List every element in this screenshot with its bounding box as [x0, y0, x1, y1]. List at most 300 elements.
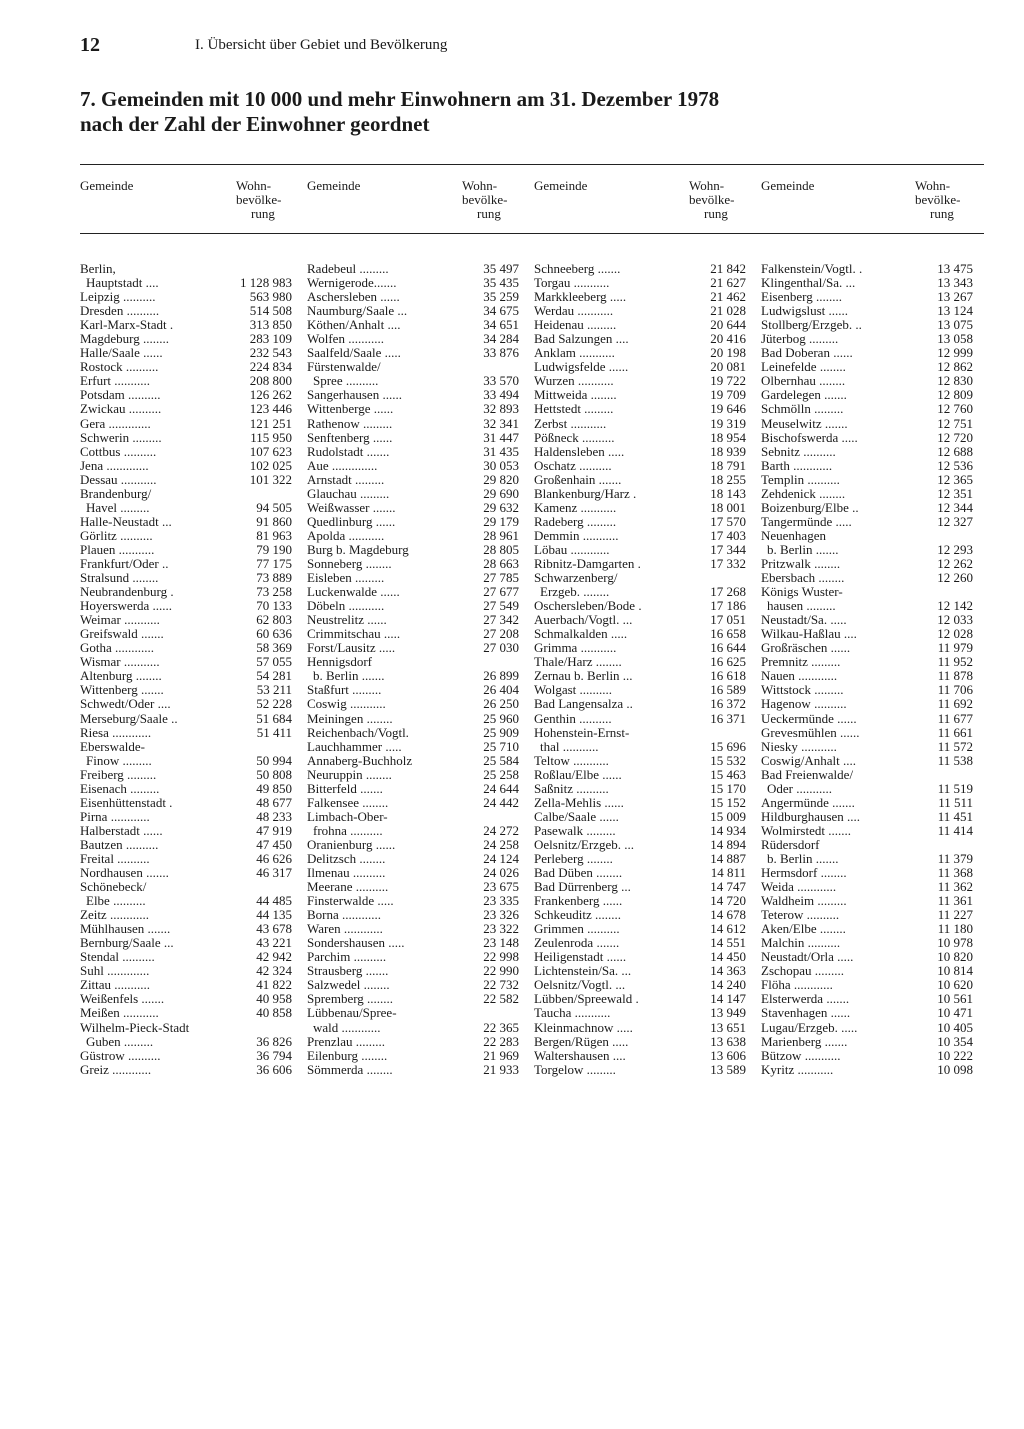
table-row — [80, 402, 292, 416]
municipality-name: Calbe/Saale ...... — [534, 808, 619, 824]
table-row — [534, 810, 746, 824]
municipality-name: Templin .......... — [761, 471, 840, 487]
table-row — [80, 515, 292, 529]
population-value: 14 811 — [710, 865, 746, 881]
municipality-name: Kyritz ........... — [761, 1061, 834, 1077]
municipality-name: Saßnitz .......... — [534, 780, 609, 796]
population-value: 11 362 — [937, 879, 973, 895]
population-value: 25 258 — [483, 766, 519, 782]
header-wohnbevoelkerung-1 — [236, 179, 281, 221]
municipality-name: Bützow ........... — [761, 1047, 841, 1063]
municipality-name: Waldheim ......... — [761, 893, 847, 909]
table-row — [80, 1006, 292, 1020]
population-value: 22 990 — [483, 963, 519, 979]
population-value: 23 322 — [483, 921, 519, 937]
population-value: 20 081 — [710, 359, 746, 375]
population-value: 13 638 — [710, 1033, 746, 1049]
table-row — [534, 726, 746, 740]
population-value: 34 675 — [483, 303, 519, 319]
table-row — [80, 557, 292, 571]
table-row — [307, 431, 519, 445]
population-value: 18 143 — [710, 485, 746, 501]
table-row — [307, 655, 519, 669]
table-row — [761, 838, 973, 852]
population-value: 24 026 — [483, 865, 519, 881]
municipality-name: Zernau b. Berlin ... — [534, 668, 633, 684]
municipality-name: Guben ......... — [86, 1033, 154, 1049]
municipality-name: Bergen/Rügen ..... — [534, 1033, 629, 1049]
municipality-name: Greifswald ....... — [80, 626, 164, 642]
municipality-name: Meerane .......... — [307, 879, 389, 895]
population-value: 29 632 — [483, 499, 519, 515]
municipality-name: Bad Doberan ...... — [761, 345, 853, 361]
population-value: 11 878 — [937, 668, 973, 684]
municipality-name: Haldensleben ..... — [534, 443, 625, 459]
table-row — [534, 318, 746, 332]
municipality-name: Schwerin ......... — [80, 429, 162, 445]
municipality-name: Neuruppin ........ — [307, 766, 392, 782]
population-value: 17 332 — [710, 555, 746, 571]
table-row — [307, 1021, 519, 1035]
table-row — [761, 978, 973, 992]
population-value: 19 722 — [710, 373, 746, 389]
table-row — [307, 627, 519, 641]
municipality-name: Stavenhagen ...... — [761, 1005, 851, 1021]
table-row — [534, 585, 746, 599]
municipality-name: Berlin, — [80, 261, 116, 276]
population-value: 52 228 — [256, 696, 292, 712]
table-row — [80, 417, 292, 431]
population-value: 10 471 — [937, 1005, 973, 1021]
table-row — [534, 922, 746, 936]
population-value: 31 435 — [483, 443, 519, 459]
table-row — [761, 487, 973, 501]
population-value: 17 403 — [710, 527, 746, 543]
population-value: 12 142 — [937, 598, 973, 614]
population-value: 12 028 — [937, 626, 973, 642]
header-wohn-line: Wohn- — [236, 178, 272, 193]
table-row — [307, 768, 519, 782]
table-row — [534, 712, 746, 726]
header-top-rule — [80, 164, 984, 165]
municipality-name: Wilkau-Haßlau .... — [761, 626, 857, 642]
table-row — [534, 936, 746, 950]
population-value: 47 450 — [256, 836, 292, 852]
table-row — [761, 908, 973, 922]
table-row — [534, 304, 746, 318]
table-row — [307, 1049, 519, 1063]
table-row — [307, 459, 519, 473]
municipality-name: Magdeburg ........ — [80, 331, 169, 347]
population-value: 11 572 — [937, 738, 973, 754]
municipality-name: b. Berlin ....... — [767, 541, 839, 557]
table-row — [534, 978, 746, 992]
municipality-name: Lübbenau/Spree- — [307, 1005, 397, 1021]
municipality-name: Bernburg/Saale ... — [80, 935, 174, 951]
population-value: 121 251 — [249, 415, 292, 431]
table-row — [307, 1063, 519, 1077]
population-value: 12 751 — [937, 415, 973, 431]
municipality-name: Prenzlau ......... — [307, 1033, 385, 1049]
population-value: 28 663 — [483, 555, 519, 571]
header-wohn-line: Wohn- — [915, 178, 951, 193]
municipality-name: Naumburg/Saale ... — [307, 303, 408, 319]
population-value: 208 800 — [249, 373, 292, 389]
municipality-name: Schmalkalden ..... — [534, 626, 628, 642]
table-row — [80, 908, 292, 922]
table-row — [80, 627, 292, 641]
table-row — [307, 613, 519, 627]
table-row — [761, 1035, 973, 1049]
municipality-name: Radeberg ......... — [534, 513, 617, 529]
population-value: 27 208 — [483, 626, 519, 642]
population-value: 20 644 — [710, 317, 746, 333]
municipality-name: Elsterwerda ....... — [761, 991, 850, 1007]
municipality-name: Klingenthal/Sa. ... — [761, 275, 856, 291]
municipality-name: Döbeln ........... — [307, 598, 385, 614]
population-value: 60 636 — [256, 626, 292, 642]
table-row — [761, 276, 973, 290]
population-value: 44 135 — [256, 907, 292, 923]
table-row — [307, 276, 519, 290]
population-value: 13 267 — [937, 289, 973, 305]
table-row — [534, 417, 746, 431]
table-row — [761, 431, 973, 445]
table-row — [761, 768, 973, 782]
population-value: 11 368 — [937, 865, 973, 881]
header-wohnbevoelkerung-4 — [915, 179, 960, 221]
municipality-name: Güstrow .......... — [80, 1047, 161, 1063]
municipality-name: thal ........... — [540, 738, 599, 754]
table-row — [534, 754, 746, 768]
table-row — [307, 501, 519, 515]
municipality-name: Ludwigsfelde ...... — [534, 359, 629, 375]
population-value: 17 268 — [710, 584, 746, 600]
municipality-name: Merseburg/Saale .. — [80, 710, 178, 726]
table-row — [307, 754, 519, 768]
population-value: 12 536 — [937, 457, 973, 473]
population-value: 14 887 — [710, 850, 746, 866]
municipality-name: Potsdam .......... — [80, 387, 161, 403]
table-row — [307, 866, 519, 880]
municipality-name: Arnstadt ......... — [307, 471, 385, 487]
population-value: 126 262 — [249, 387, 292, 403]
population-value: 14 450 — [710, 949, 746, 965]
municipality-name: Königs Wuster- — [761, 584, 843, 600]
table-row — [80, 712, 292, 726]
municipality-name: Oelsnitz/Erzgeb. ... — [534, 836, 634, 852]
municipality-name: Bad Dürrenberg ... — [534, 879, 631, 895]
table-row — [534, 402, 746, 416]
municipality-name: Delitzsch ........ — [307, 850, 386, 866]
table-row — [307, 950, 519, 964]
municipality-name: Barth ............ — [761, 457, 833, 473]
municipality-name: Zerbst ........... — [534, 415, 607, 431]
municipality-name: Boizenburg/Elbe .. — [761, 499, 859, 515]
municipality-name: Burg b. Magdeburg — [307, 541, 409, 557]
municipality-name: Crimmitschau ..... — [307, 626, 401, 642]
population-value: 15 170 — [710, 780, 746, 796]
municipality-name: Thale/Harz ........ — [534, 654, 622, 670]
population-value: 22 283 — [483, 1033, 519, 1049]
population-value: 25 710 — [483, 738, 519, 754]
population-value: 14 240 — [710, 977, 746, 993]
municipality-name: Meißen ........... — [80, 1005, 159, 1021]
population-value: 13 589 — [710, 1061, 746, 1077]
municipality-name: hausen ......... — [767, 598, 836, 614]
municipality-name: Zittau ........... — [80, 977, 151, 993]
table-row — [80, 431, 292, 445]
table-row — [80, 740, 292, 754]
table-row — [761, 360, 973, 374]
population-value: 22 582 — [483, 991, 519, 1007]
municipality-name: Gotha ............ — [80, 640, 155, 656]
table-row — [80, 543, 292, 557]
municipality-name: Halle-Neustadt ... — [80, 513, 172, 529]
municipality-name: Sondershausen ..... — [307, 935, 405, 951]
table-row — [307, 796, 519, 810]
municipality-name: Mühlhausen ....... — [80, 921, 171, 937]
table-row — [80, 346, 292, 360]
table-row — [534, 360, 746, 374]
header-wohn-line: rung — [930, 206, 954, 221]
table-row — [534, 571, 746, 585]
municipality-name: Marienberg ....... — [761, 1033, 848, 1049]
table-row — [534, 1049, 746, 1063]
population-value: 224 834 — [249, 359, 292, 375]
population-value: 17 344 — [710, 541, 746, 557]
population-value: 51 411 — [256, 724, 292, 740]
municipality-name: Waltershausen .... — [534, 1047, 626, 1063]
table-row — [534, 515, 746, 529]
table-row — [80, 501, 292, 515]
population-value: 16 589 — [710, 682, 746, 698]
population-value: 12 344 — [937, 499, 973, 515]
population-value: 11 706 — [937, 682, 973, 698]
table-row — [307, 515, 519, 529]
municipality-name: Stollberg/Erzgeb. .. — [761, 317, 862, 333]
table-row — [534, 740, 746, 754]
population-value: 12 809 — [937, 387, 973, 403]
table-row — [80, 936, 292, 950]
table-row — [307, 978, 519, 992]
municipality-name: Borna ............ — [307, 907, 382, 923]
municipality-name: Pößneck .......... — [534, 429, 615, 445]
municipality-name: Erzgeb. ........ — [540, 584, 610, 600]
header-wohn-line: bevölke- — [236, 192, 282, 207]
population-value: 94 505 — [256, 499, 292, 515]
population-value: 115 950 — [250, 429, 292, 445]
population-value: 12 293 — [937, 541, 973, 557]
table-row — [80, 304, 292, 318]
population-value: 17 051 — [710, 612, 746, 628]
table-row — [534, 683, 746, 697]
population-value: 21 969 — [483, 1047, 519, 1063]
population-value: 26 250 — [483, 696, 519, 712]
municipality-name: Wolmirstedt ....... — [761, 822, 851, 838]
population-value: 10 620 — [937, 977, 973, 993]
table-row — [761, 782, 973, 796]
population-value: 50 994 — [256, 752, 292, 768]
table-row — [761, 501, 973, 515]
population-value: 107 623 — [249, 443, 292, 459]
table-row — [80, 824, 292, 838]
table-row — [534, 1035, 746, 1049]
population-value: 21 933 — [483, 1061, 519, 1077]
table-row — [80, 360, 292, 374]
header-gemeinde-2: Gemeinde — [307, 178, 361, 193]
population-value: 11 451 — [937, 808, 973, 824]
table-row — [80, 866, 292, 880]
population-value: 15 009 — [710, 808, 746, 824]
municipality-name: Tangermünde ..... — [761, 513, 852, 529]
municipality-name: Aue .............. — [307, 457, 378, 473]
municipality-name: Wittenberge ...... — [307, 401, 394, 417]
population-value: 31 447 — [483, 429, 519, 445]
table-row — [761, 473, 973, 487]
table-row — [761, 824, 973, 838]
population-value: 34 651 — [483, 317, 519, 333]
table-row — [307, 585, 519, 599]
table-row — [307, 417, 519, 431]
table-row — [307, 388, 519, 402]
municipality-name: Oder ........... — [767, 780, 832, 796]
municipality-name: Sömmerda ........ — [307, 1061, 393, 1077]
municipality-name: Torgelow ......... — [534, 1061, 616, 1077]
population-value: 514 508 — [249, 303, 292, 319]
population-value: 23 675 — [483, 879, 519, 895]
municipality-name: Weida ............ — [761, 879, 837, 895]
table-row — [307, 810, 519, 824]
population-value: 19 646 — [710, 401, 746, 417]
population-value: 14 934 — [710, 822, 746, 838]
population-value: 21 627 — [710, 275, 746, 291]
population-value: 73 258 — [256, 584, 292, 600]
table-row — [80, 810, 292, 824]
table-row — [534, 473, 746, 487]
population-value: 23 148 — [483, 935, 519, 951]
municipality-name: Hohenstein-Ernst- — [534, 724, 630, 740]
header-wohnbevoelkerung-3 — [689, 179, 734, 221]
table-row — [534, 697, 746, 711]
population-value: 35 497 — [483, 261, 519, 276]
municipality-name: Zehdenick ........ — [761, 485, 846, 501]
municipality-name: Hoyerswerda ...... — [80, 598, 173, 614]
municipality-name: Bad Langensalza .. — [534, 696, 633, 712]
table-row — [761, 332, 973, 346]
table-row — [761, 599, 973, 613]
running-head: I. Übersicht über Gebiet und Bevölkerung — [195, 37, 448, 53]
population-value: 62 803 — [256, 612, 292, 628]
table-row — [307, 599, 519, 613]
table-row — [534, 332, 746, 346]
municipality-name: Angermünde ....... — [761, 794, 855, 810]
population-value: 27 785 — [483, 570, 519, 586]
municipality-name: Strausberg ....... — [307, 963, 389, 979]
population-value: 20 198 — [710, 345, 746, 361]
table-row — [534, 908, 746, 922]
population-value: 40 858 — [256, 1005, 292, 1021]
table-row — [761, 740, 973, 754]
table-column-3 — [534, 262, 746, 1077]
municipality-name: Limbach-Ober- — [307, 808, 388, 824]
population-value: 24 258 — [483, 836, 519, 852]
municipality-name: Hagenow .......... — [761, 696, 847, 712]
table-row — [80, 445, 292, 459]
table-row — [307, 543, 519, 557]
table-row — [534, 529, 746, 543]
table-row — [307, 683, 519, 697]
municipality-name: Schwarzenberg/ — [534, 570, 618, 586]
municipality-name: Hauptstadt .... — [86, 275, 159, 291]
population-value: 54 281 — [256, 668, 292, 684]
table-row — [761, 796, 973, 810]
table-row — [80, 880, 292, 894]
municipality-name: Werdau ........... — [534, 303, 614, 319]
municipality-name: Schkeuditz ........ — [534, 907, 622, 923]
municipality-name: Hettstedt ......... — [534, 401, 614, 417]
population-value: 12 351 — [937, 485, 973, 501]
municipality-name: Erfurt ........... — [80, 373, 151, 389]
table-row — [80, 754, 292, 768]
population-value: 53 211 — [256, 682, 292, 698]
municipality-name: Waren ............ — [307, 921, 383, 937]
table-row — [761, 712, 973, 726]
municipality-name: Neustadt/Sa. ..... — [761, 612, 847, 628]
municipality-name: Wismar ........... — [80, 654, 160, 670]
municipality-name: Hildburghausen .... — [761, 808, 861, 824]
table-row — [80, 669, 292, 683]
population-value: 70 133 — [256, 598, 292, 614]
population-value: 18 791 — [710, 457, 746, 473]
population-value: 15 463 — [710, 766, 746, 782]
table-row — [534, 459, 746, 473]
table-row — [307, 557, 519, 571]
municipality-name: frohna .......... — [313, 822, 383, 838]
population-value: 11 952 — [937, 654, 973, 670]
municipality-name: Bad Salzungen .... — [534, 331, 629, 347]
municipality-name: Flöha ............ — [761, 977, 833, 993]
municipality-name: Freiberg ......... — [80, 766, 157, 782]
population-value: 13 606 — [710, 1047, 746, 1063]
population-value: 10 405 — [937, 1019, 973, 1035]
table-row — [80, 655, 292, 669]
table-column-4 — [761, 262, 973, 1077]
table-row — [534, 1063, 746, 1077]
population-value: 14 747 — [710, 879, 746, 895]
table-row — [534, 964, 746, 978]
table-row — [761, 290, 973, 304]
population-value: 123 446 — [249, 401, 292, 417]
table-row — [761, 1049, 973, 1063]
municipality-name: Sebnitz .......... — [761, 443, 836, 459]
population-value: 11 692 — [937, 696, 973, 712]
municipality-name: Teltow ........... — [534, 752, 609, 768]
population-value: 17 570 — [710, 513, 746, 529]
municipality-name: Großenhain ....... — [534, 471, 622, 487]
header-wohnbevoelkerung-2 — [462, 179, 507, 221]
municipality-name: Anklam ........... — [534, 345, 615, 361]
municipality-name: Oschersleben/Bode . — [534, 598, 642, 614]
population-value: 43 678 — [256, 921, 292, 937]
municipality-name: Spremberg ........ — [307, 991, 394, 1007]
population-value: 10 978 — [937, 935, 973, 951]
table-row — [307, 529, 519, 543]
table-row — [307, 894, 519, 908]
table-row — [307, 852, 519, 866]
table-row — [80, 276, 292, 290]
population-value: 11 180 — [937, 921, 973, 937]
